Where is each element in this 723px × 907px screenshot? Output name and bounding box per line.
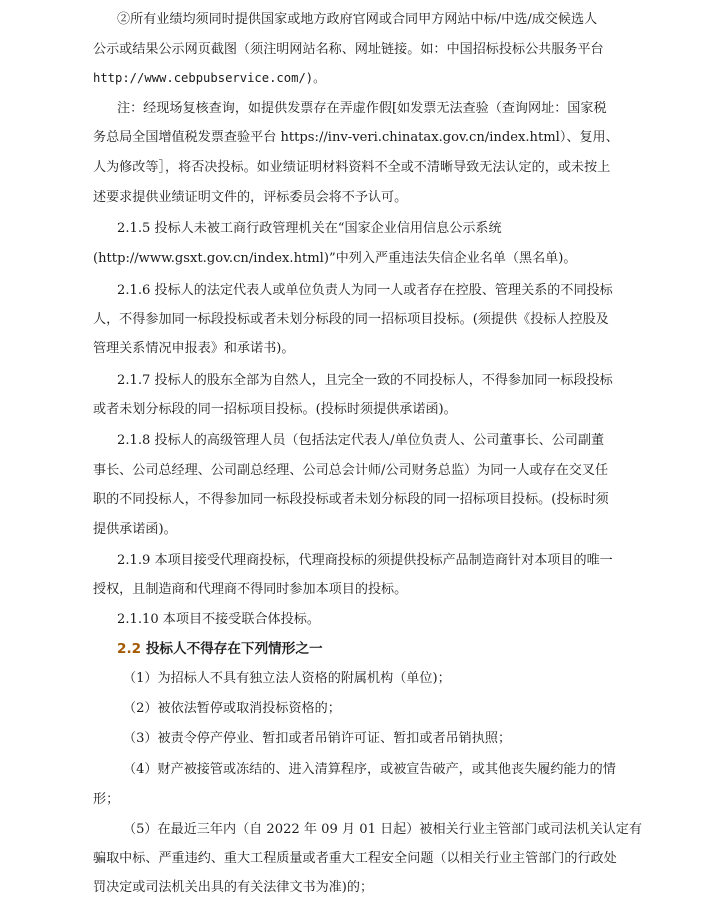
- p1-line-1: ②所有业绩均须同时提供国家或地方政府官网或合同甲方网站中标/中选/成交候选人: [117, 12, 598, 27]
- note-line-1: 注：经现场复核查询，如提供发票存在弄虚作假[如发票无法查验（查询网址：国家税: [117, 101, 607, 116]
- section-heading-number: 2.2: [117, 641, 142, 657]
- s219-line-1: 2.1.9 本项目接受代理商投标，代理商投标的须提供投标产品制造商针对本项目的唯一: [117, 553, 613, 568]
- note-line-2: 务总局全国增值税发票查验平台 https://inv-veri.chinatax.gov.cn/index.html）、复用、: [93, 130, 619, 145]
- s218-line-3: 职的不同投标人，不得参加同一标段投标或者未划分标段的同一招标项目投标。(投标时须: [93, 492, 609, 507]
- list-item-5-line-2: 骗取中标、严重违约、重大工程质量或者重大工程安全问题（以相关行业主管部门的行政处: [93, 851, 617, 866]
- section-heading-text: 投标人不得存在下列情形之一: [141, 641, 323, 657]
- s215-line-1: 2.1.5 投标人未被工商行政管理机关在“国家企业信用信息公示系统: [117, 221, 502, 236]
- s216-line-3: 管理关系情况申报表》和承诺书)。: [93, 341, 295, 356]
- s218-line-2: 事长、公司总经理、公司副总经理、公司总会计师/公司财务总监）为同一人或存在交叉任: [93, 463, 609, 478]
- s216-line-1: 2.1.6 投标人的法定代表人或单位负责人为同一人或者存在控股、管理关系的不同投标: [117, 283, 613, 298]
- p1-line-2: 公示或结果公示网页截图（须注明网站名称、网址链接。如：中国招标投标公共服务平台: [93, 42, 604, 57]
- s217-line-2: 或者未划分标段的同一招标项目投标。(投标时须提供承诺函)。: [93, 402, 457, 417]
- s2110-line-1: 2.1.10 本项目不接受联合体投标。: [117, 612, 320, 627]
- p1-line-3: http://www.cebpubservice.com/)。: [93, 71, 326, 85]
- s218-line-4: 提供承诺函)。: [93, 522, 177, 537]
- section-heading: [117, 637, 323, 661]
- list-item-5-line-1: （5）在最近三年内（自 2022 年 09 月 01 日起）被相关行业主管部门或司法机关认定有: [123, 822, 642, 837]
- list-item-4-line-2: 形；: [93, 792, 120, 807]
- list-item-1: （1）为招标人不具有独立法人资格的附属机构（单位)；: [123, 671, 451, 686]
- list-item-4-line-1: （4）财产被接管或冻结的、进入清算程序，或被宣告破产，或其他丧失履约能力的情: [123, 762, 616, 777]
- list-item-5-line-3: 罚决定或司法机关出具的有关法律文书为准)的；: [93, 880, 374, 895]
- s219-line-2: 授权，且制造商和代理商不得同时参加本项目的投标。: [93, 582, 408, 597]
- note-line-4: 述要求提供业绩证明文件的，评标委员会将不予认可。: [93, 190, 408, 205]
- s218-line-1: 2.1.8 投标人的高级管理人员（包括法定代表人/单位负责人、公司董事长、公司副董: [117, 433, 605, 448]
- list-item-3: （3）被责令停产停业、暂扣或者吊销许可证、暂扣或者吊销执照；: [123, 731, 512, 746]
- s215-line-2: (http://www.gsxt.gov.cn/index.html)”中列入严重违法失信企业名单（黑名单)。: [93, 251, 577, 266]
- s216-line-2: 人，不得参加同一标段投标或者未划分标段的同一招标项目投标。(须提供《投标人控股及: [93, 312, 609, 327]
- s217-line-1: 2.1.7 投标人的股东全部为自然人，且完全一致的不同投标人，不得参加同一标段投标: [117, 373, 613, 388]
- note-line-3: 人为修改等］，将否决投标。如业绩证明材料资料不全或不清晰导致无法认定的，或未按上: [93, 160, 611, 175]
- list-item-2: （2）被依法暂停或取消投标资格的；: [123, 701, 341, 716]
